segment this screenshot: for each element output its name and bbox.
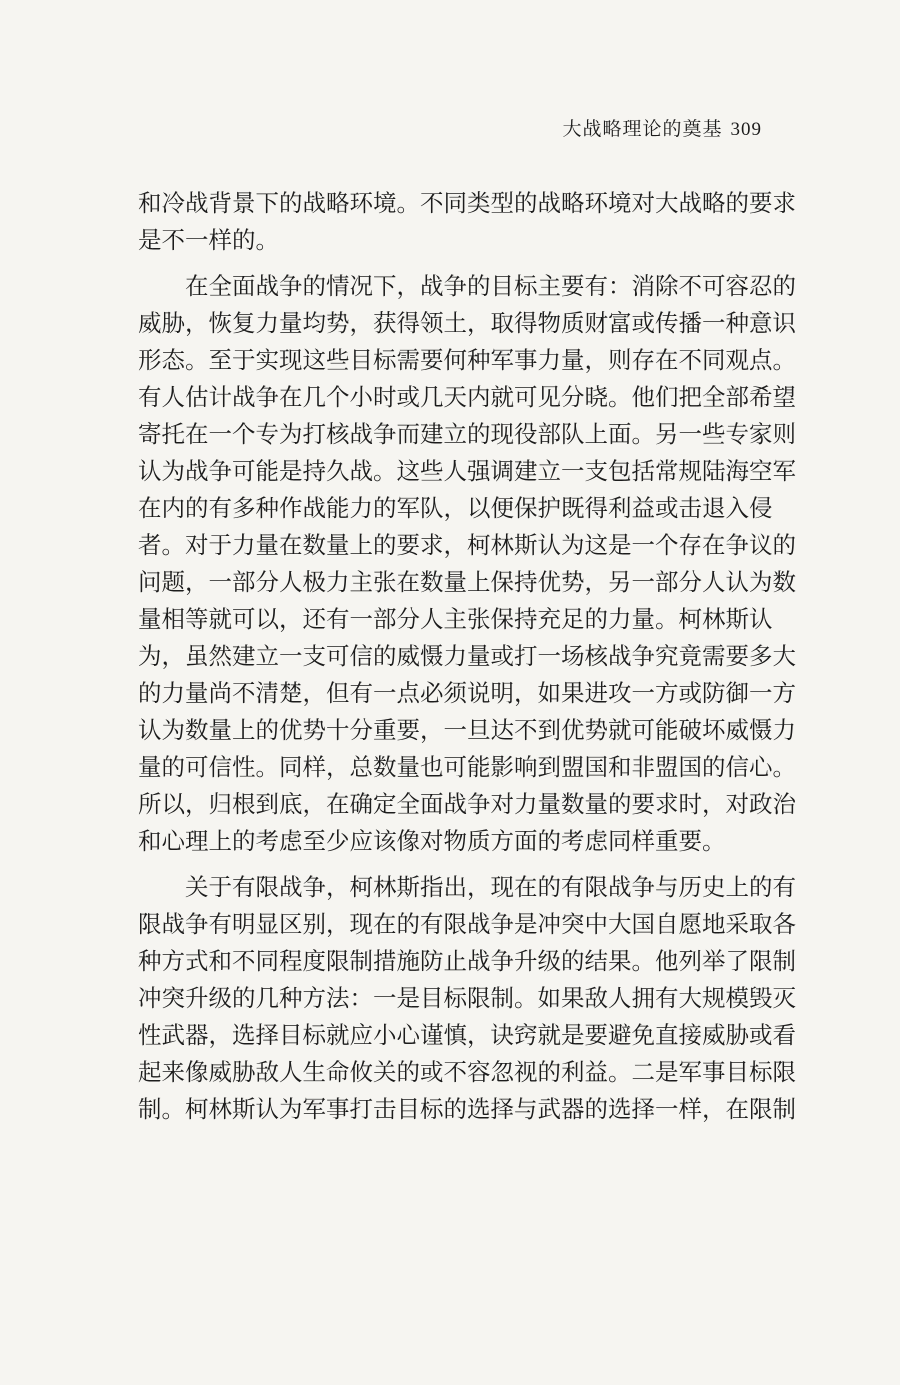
text-line: 威胁，恢复力量均势，获得领土，取得物质财富或传播一种意识	[138, 309, 796, 337]
text-line: 认为战争可能是持久战。这些人强调建立一支包括常规陆海空军	[138, 457, 796, 485]
text-line: 所以，归根到底，在确定全面战争对力量数量的要求时，对政治	[138, 790, 796, 818]
text-line: 和心理上的考虑至少应该像对物质方面的考虑同样重要。	[138, 827, 726, 855]
text-line: 形态。至于实现这些目标需要何种军事力量，则存在不同观点。	[138, 346, 796, 374]
page-number: 309	[730, 119, 762, 140]
text-line: 在全面战争的情况下，战争的目标主要有：消除不可容忍的	[185, 272, 796, 300]
text-line: 种方式和不同程度限制措施防止战争升级的结果。他列举了限制	[138, 947, 796, 975]
text-line: 的力量尚不清楚，但有一点必须说明，如果进攻一方或防御一方	[138, 679, 796, 707]
text-line: 量的可信性。同样，总数量也可能影响到盟国和非盟国的信心。	[138, 753, 796, 781]
text-line: 问题，一部分人极力主张在数量上保持优势，另一部分人认为数	[138, 568, 796, 596]
body-text	[138, 185, 796, 1128]
text-line: 在内的有多种作战能力的军队，以便保护既得利益或击退入侵	[138, 494, 773, 522]
text-line: 限战争有明显区别，现在的有限战争是冲突中大国自愿地采取各	[138, 910, 796, 938]
text-line: 和冷战背景下的战略环境。不同类型的战略环境对大战略的要求	[138, 189, 796, 217]
paragraph	[138, 869, 796, 1128]
text-line: 认为数量上的优势十分重要，一旦达不到优势就可能破坏威慑力	[138, 716, 796, 744]
header-title: 大战略理论的奠基	[562, 118, 723, 140]
text-line: 起来像威胁敌人生命攸关的或不容忽视的利益。二是军事目标限	[138, 1058, 796, 1086]
text-line: 关于有限战争，柯林斯指出，现在的有限战争与历史上的有	[185, 873, 796, 901]
text-line: 者。对于力量在数量上的要求，柯林斯认为这是一个存在争议的	[138, 531, 796, 559]
text-line: 性武器，选择目标就应小心谨慎，诀窍就是要避免直接威胁或看	[138, 1021, 796, 1049]
text-line: 量相等就可以，还有一部分人主张保持充足的力量。柯林斯认	[138, 605, 773, 633]
text-line: 制。柯林斯认为军事打击目标的选择与武器的选择一样，在限制	[138, 1095, 796, 1123]
text-line: 是不一样的。	[138, 226, 279, 254]
paragraph	[138, 268, 796, 860]
text-line: 为，虽然建立一支可信的威慑力量或打一场核战争究竟需要多大	[138, 642, 796, 670]
text-line: 冲突升级的几种方法：一是目标限制。如果敌人拥有大规模毁灭	[138, 984, 796, 1012]
paragraph	[138, 185, 796, 259]
text-line: 有人估计战争在几个小时或几天内就可见分晓。他们把全部希望	[138, 383, 796, 411]
text-line: 寄托在一个专为打核战争而建立的现役部队上面。另一些专家则	[138, 420, 796, 448]
running-header	[562, 114, 762, 141]
